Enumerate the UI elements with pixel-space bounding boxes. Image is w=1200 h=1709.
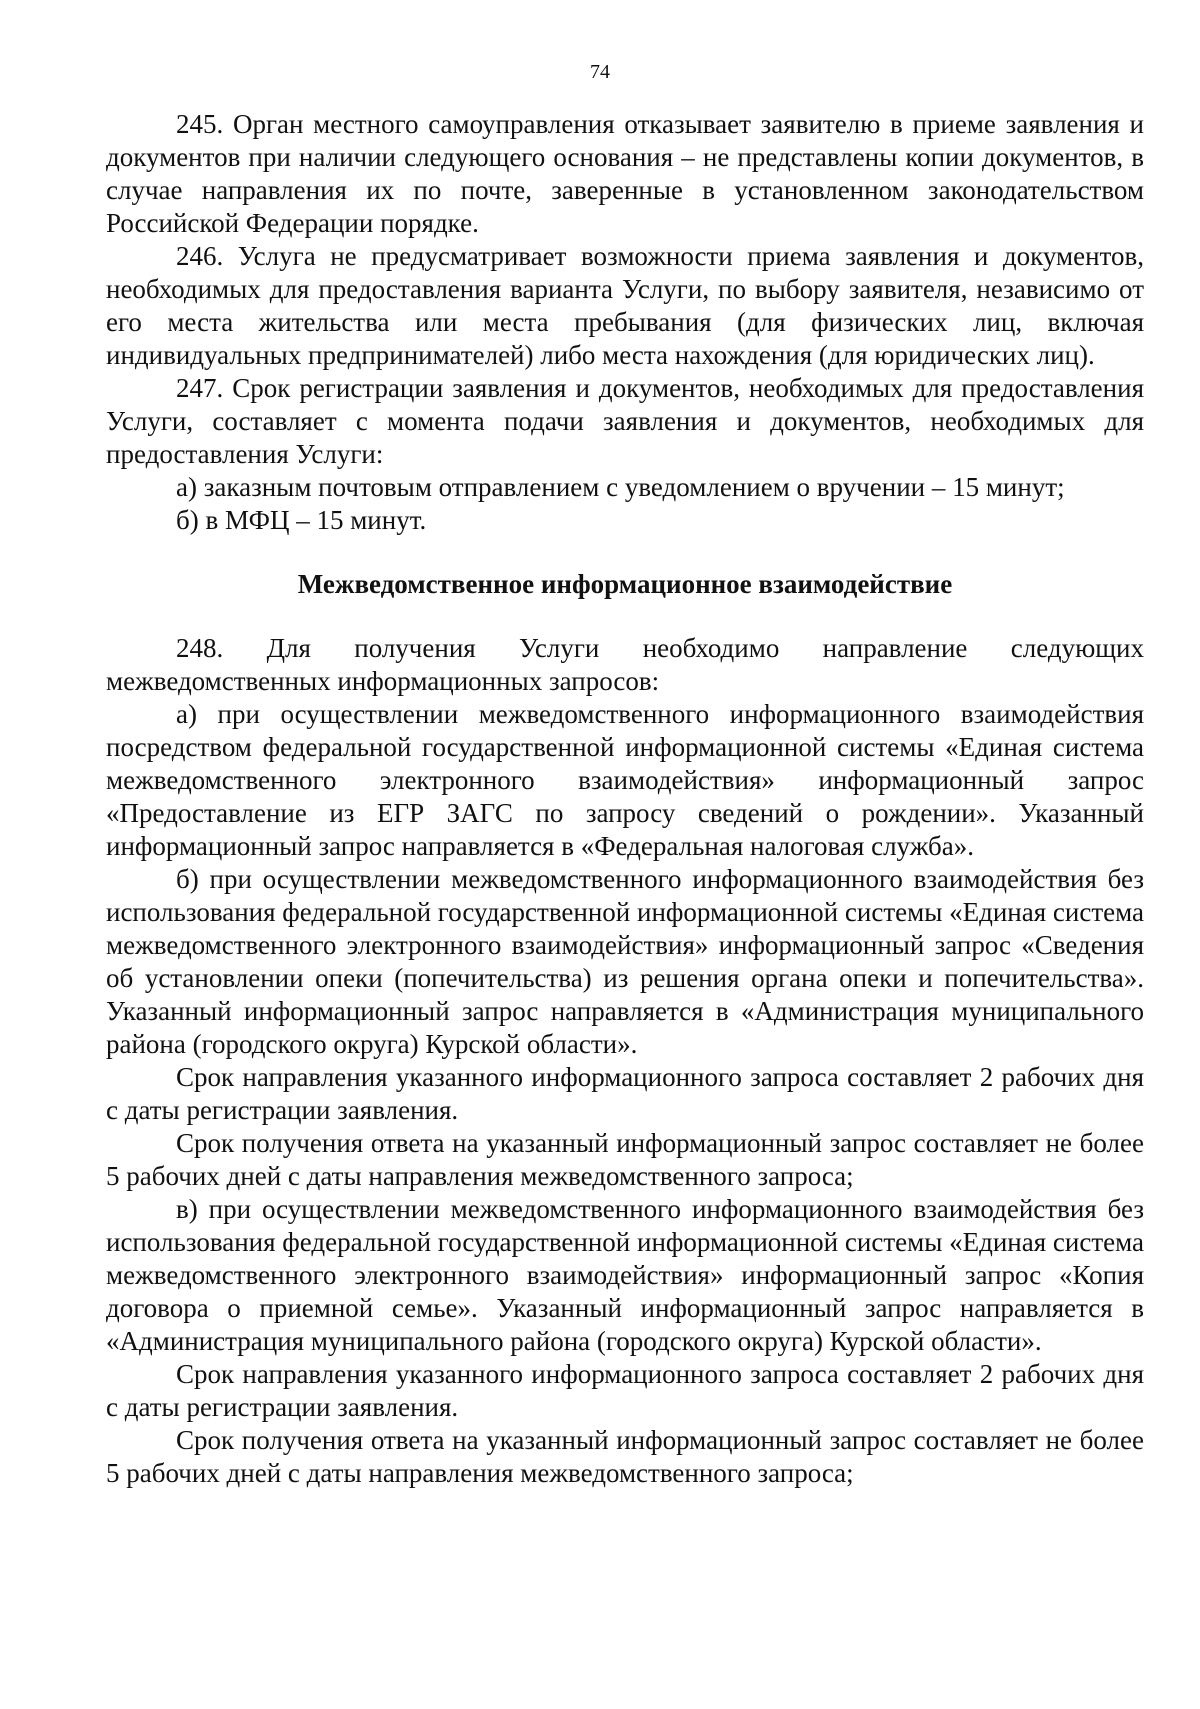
section-heading: Межведомственное информационное взаимодействие xyxy=(297,569,953,599)
term-sending-paragraph: Срок направления указанного информационного запроса составляет 2 рабочих дня с даты регистрации заявления. xyxy=(106,1359,1144,1422)
paragraph-248-item-b: б) при осуществлении межведомственного информационного взаимодействия без использования федеральной государственной информационной системы «Единая система межведомственного электронного взаимодействия» информационный запрос «Сведения об установлении опеки (попечительства) из решения органа опеки и попечительства». Указанный информационный запрос направляется в «Администрация муниципального района (городского округа) Курской области». xyxy=(106,864,1144,1059)
paragraph-245: 245. Орган местного самоуправления отказывает заявителю в приеме заявления и документов при наличии следующего основания – не представлены копии документов, в случае направления их по почте, заверенные в установленном законодательством Российской Федерации порядке. xyxy=(106,109,1144,238)
paragraph-247-item-b: б) в МФЦ – 15 минут. xyxy=(176,505,427,535)
paragraph-248: 248. Для получения Услуги необходимо направление следующих межведомственных информационных запросов: xyxy=(106,633,1144,696)
paragraph-246: 246. Услуга не предусматривает возможности приема заявления и документов, необходимых для предоставления варианта Услуги, по выбору заявителя, независимо от его места жительства или места пребывания (для физических лиц, включая индивидуальных предпринимателей) либо места нахождения (для юридических лиц). xyxy=(106,241,1144,370)
term-response-paragraph: Срок получения ответа на указанный информационный запрос составляет не более 5 рабочих дней с даты направления межведомственного запроса; xyxy=(106,1425,1144,1488)
paragraph-248-item-v: в) при осуществлении межведомственного информационного взаимодействия без использования федеральной государственной информационной системы «Единая система межведомственного электронного взаимодействия» информационный запрос «Копия договора о приемной семье». Указанный информационный запрос направляется в «Администрация муниципального района (городского округа) Курской области». xyxy=(106,1194,1144,1356)
paragraph-247: 247. Срок регистрации заявления и документов, необходимых для предоставления Услуги, составляет с момента подачи заявления и документов, необходимых для предоставления Услуги: xyxy=(106,373,1144,469)
term-sending-paragraph: Срок направления указанного информационного запроса составляет 2 рабочих дня с даты регистрации заявления. xyxy=(106,1062,1144,1125)
page-number: 74 xyxy=(590,61,610,83)
paragraph-248-item-a: а) при осуществлении межведомственного информационного взаимодействия посредством федеральной государственной информационной системы «Единая система межведомственного электронного взаимодействия» информационный запрос «Предоставление из ЕГР ЗАГС по запросу сведений о рождении». Указанный информационный запрос направляется в «Федеральная налоговая служба». xyxy=(106,699,1144,861)
document-body xyxy=(106,108,1144,1490)
paragraph-247-item-a: а) заказным почтовым отправлением с уведомлением о вручении – 15 минут; xyxy=(176,472,1065,502)
term-response-paragraph: Срок получения ответа на указанный информационный запрос составляет не более 5 рабочих дней с даты направления межведомственного запроса; xyxy=(106,1128,1144,1191)
